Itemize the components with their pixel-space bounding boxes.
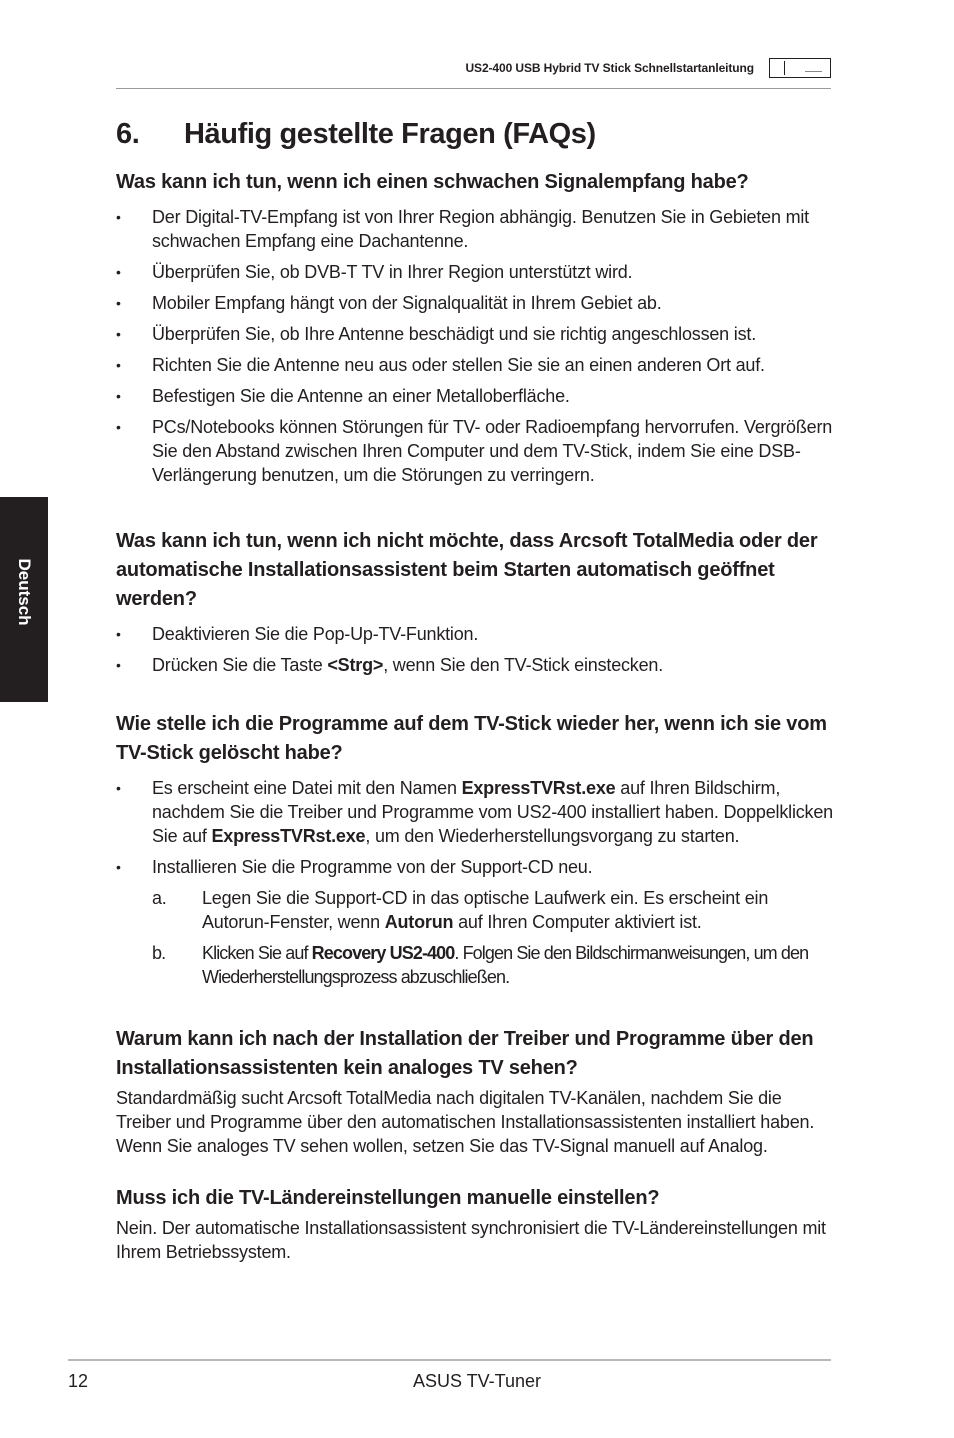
list-item: • Überprüfen Sie, ob DVB-T TV in Ihrer Region unterstützt wird. (116, 260, 836, 284)
substep-list (152, 886, 836, 989)
footer-title: ASUS TV-Tuner (412, 1371, 542, 1391)
faq-weak-signal (116, 168, 836, 487)
language-side-tab-label: Deutsch (15, 558, 34, 626)
faq-question: Was kann ich tun, wenn ich einen schwachen Signalempfang habe? (116, 171, 749, 193)
manual-book-icon (769, 58, 831, 78)
faq-question: Wie stelle ich die Programme auf dem TV-Stick wieder her, wenn ich sie vom TV-Stick gelöscht habe? (116, 713, 827, 764)
faq-analog-tv (116, 1025, 836, 1158)
chapter-title (116, 114, 836, 154)
list-item: • Deaktivieren Sie die Pop-Up-TV-Funktion. (116, 622, 836, 646)
list-item: • Mobiler Empfang hängt von der Signalqualität in Ihrem Gebiet ab. (116, 291, 836, 315)
substep-item: a. Legen Sie die Support-CD in das optische Laufwerk ein. Es erscheint ein Autorun-Fenster, wenn Autorun auf Ihren Computer aktiviert ist. (152, 888, 769, 932)
language-side-tab (0, 497, 48, 702)
list-item: • Richten Sie die Antenne neu aus oder stellen Sie sie an einen anderen Ort auf. (116, 353, 836, 377)
chapter-title-text: Häufig gestellte Fragen (FAQs) (184, 118, 596, 150)
list-item: • PCs/Notebooks können Störungen für TV- oder Radioempfang hervorrufen. Vergrößern Sie den Abstand zwischen Ihren Computer und dem TV-Stick, indem Sie eine DSB-Verlängerung benutzen, um die Störungen zu verringern. (116, 415, 836, 487)
list-item: • Überprüfen Sie, ob Ihre Antenne beschädigt und sie richtig angeschlossen ist. (116, 322, 836, 346)
header-divider (116, 88, 831, 89)
list-item: • Der Digital-TV-Empfang ist von Ihrer Region abhängig. Benutzen Sie in Gebieten mit schwachen Empfang eine Dachantenne. (116, 205, 836, 253)
page-number: 12 (68, 1371, 89, 1391)
chapter-number: 6. (116, 118, 140, 150)
list-item: • Es erscheint eine Datei mit den Namen ExpressTVRst.exe auf Ihren Bildschirm, nachdem Sie die Treiber und Programme vom US2-400 installiert haben. Doppelklicken Sie auf ExpressTVRst.exe, um den Wiederherstellungsvorgang zu starten. (116, 776, 836, 848)
faq-country-settings (116, 1184, 836, 1264)
file-name: ExpressTVRst.exe (461, 778, 616, 798)
list-item: • Installieren Sie die Programme von der Support-CD neu. a. Legen Sie die Support-CD in das optische Laufwerk ein. Es erscheint ein Autorun-Fenster, wenn Autorun auf Ihren Computer aktiviert ist. b. Klicken Sie auf Recovery US2-400. Folgen Sie den Bildschirmanweisungen, um den Wiederherstellungsprozess abzuschließen. (116, 855, 836, 989)
page-content (116, 114, 836, 1264)
file-name: ExpressTVRst.exe (211, 826, 366, 846)
faq-answer: Standardmäßig sucht Arcsoft TotalMedia nach digitalen TV-Kanälen, nachdem Sie die Treiber und Programme über den automatischen Installationsassistenten installiert haben. Wenn Sie analoges TV sehen wollen, setzen Sie das TV-Signal manuell auf Analog. (116, 1088, 815, 1156)
faq-question: Warum kann ich nach der Installation der Treiber und Programme über den Installationsassistenten kein analoges TV sehen? (116, 1028, 814, 1079)
substep-item: b. Klicken Sie auf Recovery US2-400. Folgen Sie den Bildschirmanweisungen, um den Wiederherstellungsprozess abzuschließen. (152, 943, 809, 987)
faq-answer-list (116, 205, 836, 487)
faq-answer-list (116, 776, 836, 989)
faq-answer: Nein. Der automatische Installationsassistent synchronisiert die TV-Ländereinstellungen mit Ihrem Betriebssystem. (116, 1218, 826, 1262)
key-name: <Strg> (327, 655, 384, 675)
header-title: US2-400 USB Hybrid TV Stick Schnellstartanleitung (465, 61, 754, 75)
faq-question: Muss ich die TV-Ländereinstellungen manuelle einstellen? (116, 1187, 660, 1209)
footer-divider (68, 1359, 831, 1361)
faq-answer-list (116, 622, 836, 677)
faq-disable-autostart (116, 527, 836, 677)
faq-restore-programs (116, 710, 836, 989)
faq-question: Was kann ich tun, wenn ich nicht möchte, dass Arcsoft TotalMedia oder der automatische Installationsassistent beim Starten automatisch geöffnet werden? (116, 530, 818, 610)
list-item: • Drücken Sie die Taste <Strg>, wenn Sie den TV-Stick einstecken. (116, 653, 836, 677)
list-item: • Befestigen Sie die Antenne an einer Metalloberfläche. (116, 384, 836, 408)
